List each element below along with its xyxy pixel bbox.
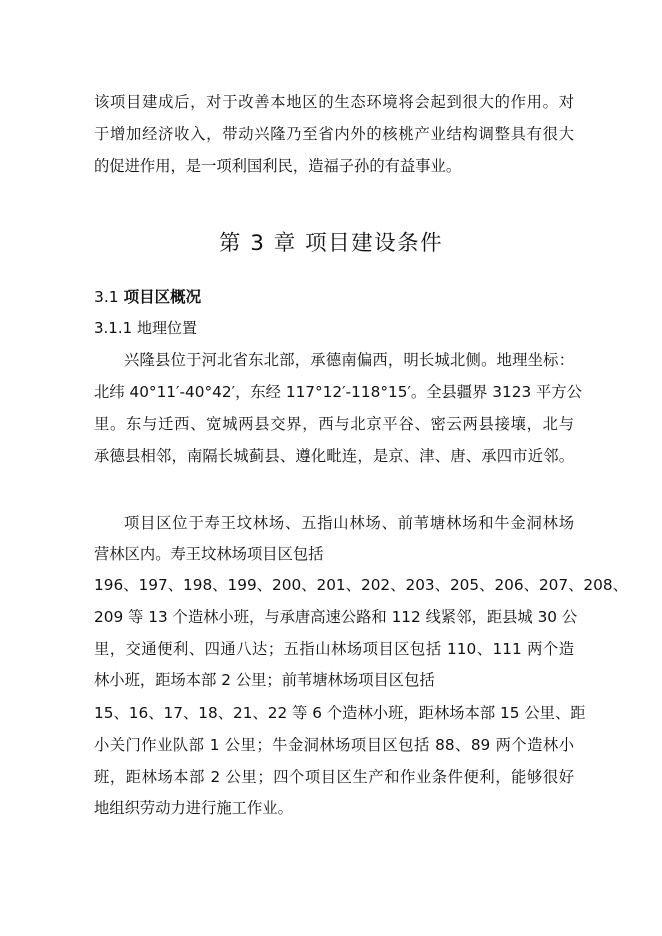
intro-line-1: 该项目建成后，对于改善本地区的生态环境将会起到很大的作用。对	[94, 93, 574, 111]
para2-line-1: 项目区位于寿王坟林场、五指山林场、前苇塘林场和牛金洞林场	[124, 514, 574, 532]
section-title: 项目区概况	[123, 288, 202, 306]
subsection-title: 地理位置	[136, 319, 197, 337]
intro-line-3: 的促进作用，是一项利国利民，造福子孙的有益事业。	[94, 157, 462, 175]
para2-line-2: 营林区内。寿王坟林场项目区包括	[94, 545, 324, 563]
para2-line-3: 196、197、198、199、200、201、202、203、205、206、207、208、	[94, 576, 628, 594]
para1-line-4: 承德县相邻，南隔长城蓟县、遵化毗连，是京、津、唐、承四市近邻。	[94, 447, 574, 465]
para2-line-4: 209 等 13 个造林小班，与承唐高速公路和 112 线紧邻，距县城 30 公	[94, 608, 578, 626]
section-heading	[94, 283, 201, 311]
para2-line-7: 15、16、17、18、21、22 等 6 个造林小班，距林场本部 15 公里、距	[94, 704, 586, 722]
para2-line-10: 地组织劳动力进行施工作业。	[94, 799, 293, 817]
section-number: 3.1	[94, 288, 119, 306]
chapter-title: 第 3 章 项目建设条件	[218, 231, 444, 256]
intro-line-2: 于增加经济收入，带动兴隆乃至省内外的核桃产业结构调整具有很大	[94, 125, 574, 143]
para2-line-6: 林小班，距场本部 2 公里；前苇塘林场项目区包括	[94, 671, 435, 689]
subsection-number: 3.1.1	[94, 319, 133, 337]
para2-line-8: 小关门作业队部 1 公里；牛金洞林场项目区包括 88、89 两个造林小	[94, 736, 574, 754]
para2-line-5: 里，交通便利、四通八达；五指山林场项目区包括 110、111 两个造	[94, 640, 574, 658]
para1-line-1: 兴隆县位于河北省东北部，承德南偏西，明长城北侧。地理坐标：	[124, 351, 574, 369]
para1-line-3: 里。东与迁西、宽城两县交界，西与北京平谷、密云两县接壤，北与	[94, 415, 574, 433]
subsection-heading	[94, 314, 197, 342]
para2-line-9: 班，距林场本部 2 公里；四个项目区生产和作业条件便利，能够很好	[94, 768, 574, 786]
para1-line-2: 北纬 40°11′-40°42′，东经 117°12′-118°15′。全县疆界 3123 平方公	[94, 383, 582, 401]
